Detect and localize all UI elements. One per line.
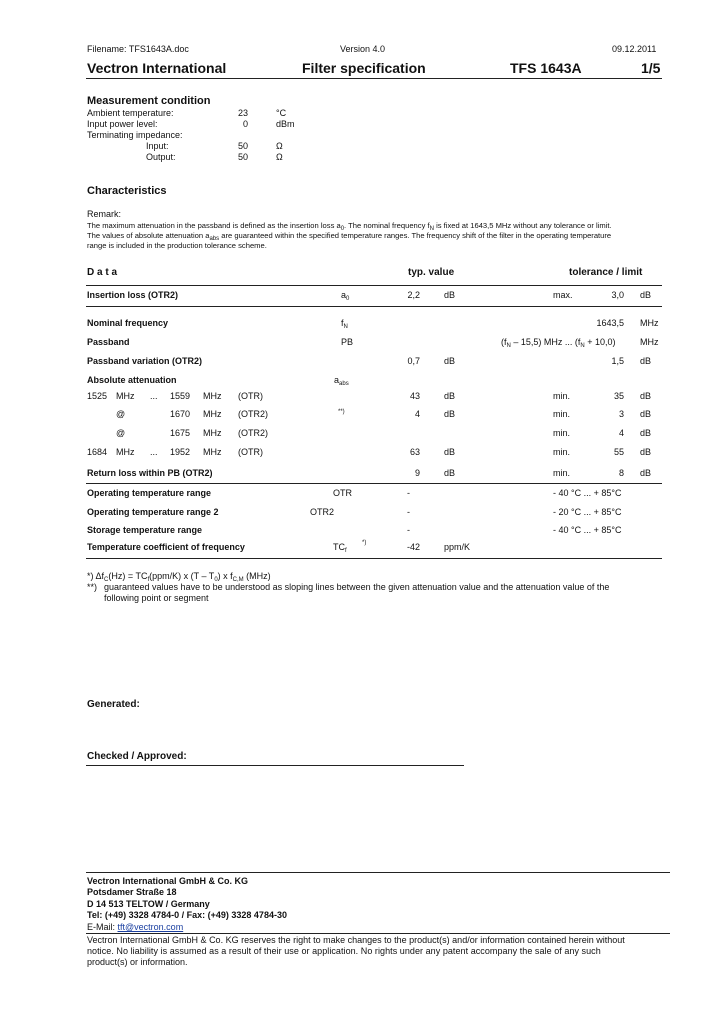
output-label: Output: xyxy=(146,152,176,162)
row-unit: dB xyxy=(444,391,456,401)
remark-line-1: The maximum attenuation in the passband is defined as the insertion loss $a_0$. The nominal frequency $f_N$ is fixed at 1643,5 MHz without any tolerance or limit. xyxy=(87,221,612,232)
row-divider xyxy=(86,483,662,484)
row-limit: 1643,5 xyxy=(596,318,624,328)
row-limit: 4 xyxy=(618,428,624,438)
temp-range: (OTR2) xyxy=(238,409,268,419)
row-label: Operating temperature range xyxy=(87,488,212,498)
footnote-2-line1: guaranteed values have to be understood as sloping lines between the given attenuation value and the attenuation value of the xyxy=(104,582,610,592)
temp-range: (OTR) xyxy=(238,391,263,401)
freq-end-unit: MHz xyxy=(203,391,222,401)
row-qualifier: max. xyxy=(553,290,573,300)
ambient-unit: °C xyxy=(276,108,287,118)
ambient-label: Ambient temperature: xyxy=(87,108,174,118)
row-typ: - xyxy=(407,525,410,535)
row-typ: - xyxy=(407,507,410,517)
row-label: Operating temperature range 2 xyxy=(87,507,219,517)
footer-city: D 14 513 TELTOW / Germany xyxy=(87,899,210,909)
row-symbol: $f_N$ xyxy=(341,318,348,330)
row-typ: 9 xyxy=(414,468,420,478)
row-label: Storage temperature range xyxy=(87,525,203,535)
characteristics-title: Characteristics xyxy=(87,185,167,197)
row-qualifier: min. xyxy=(553,447,571,457)
row-limit-unit: dB xyxy=(640,428,652,438)
row-limit: 3,0 xyxy=(611,290,624,300)
at-sign: @ xyxy=(116,409,126,419)
freq-start: 1525 xyxy=(87,391,108,401)
power-value: 0 xyxy=(242,119,248,129)
row-unit: dB xyxy=(444,468,456,478)
row-symbol: OTR2 xyxy=(310,507,335,517)
row-symbol: PB xyxy=(341,337,354,347)
row-limit-unit: MHz xyxy=(640,318,659,328)
footer-divider-2 xyxy=(86,933,670,934)
freq-dots: ... xyxy=(150,447,158,457)
row-limit: 35 xyxy=(613,391,624,401)
col-typ: typ. value xyxy=(408,267,455,278)
generated-label: Generated: xyxy=(87,699,140,710)
freq-end: 1952 xyxy=(169,447,190,457)
row-limit-unit: dB xyxy=(640,356,652,366)
remark-label: Remark: xyxy=(87,209,122,219)
row-unit: dB xyxy=(444,290,456,300)
temp-range: (OTR2) xyxy=(238,428,268,438)
power-label: Input power level: xyxy=(87,119,158,129)
remark-line-2: The values of absolute attenuation $a_{abs}$ are guaranteed within the specified temperature ranges. The frequency shift of the filter in the operating temperature xyxy=(87,231,612,242)
freq-end: 1675 xyxy=(169,428,190,438)
row-limit: 1,5 xyxy=(611,356,624,366)
row-unit: ppm/K xyxy=(444,542,471,552)
row-limit-unit: MHz xyxy=(640,337,659,347)
freq-dots: ... xyxy=(150,391,158,401)
freq-end-unit: MHz xyxy=(203,409,222,419)
doc-type: Filter specification xyxy=(302,60,426,76)
date: 09.12.2011 xyxy=(612,44,657,54)
table-bottom-divider xyxy=(86,558,662,559)
filename: Filename: TFS1643A.doc xyxy=(87,44,189,54)
row-label: Temperature coefficient of frequency xyxy=(87,542,245,552)
row-symbol: $TC_f$ xyxy=(333,542,347,554)
row-limit-unit: dB xyxy=(640,447,652,457)
row-limit-unit: dB xyxy=(640,290,652,300)
row-label: Absolute attenuation xyxy=(87,375,177,385)
row-label: Nominal frequency xyxy=(87,318,169,328)
row-qualifier: min. xyxy=(553,428,571,438)
footnote-2-marker: **) xyxy=(87,582,98,592)
remark-line-3: range is included in the production tolerance scheme. xyxy=(87,241,267,250)
col-tolerance: tolerance / limit xyxy=(569,267,643,278)
row-typ: 43 xyxy=(409,391,420,401)
freq-start-unit: MHz xyxy=(116,447,135,457)
row-limit: - 20 °C ... + 85°C xyxy=(553,507,622,517)
signature-line xyxy=(86,765,464,766)
ambient-value: 23 xyxy=(237,108,248,118)
row-limit: - 40 °C ... + 85°C xyxy=(553,525,622,535)
page-number: 1/5 xyxy=(641,60,661,76)
email-label: E-Mail: xyxy=(87,922,116,932)
footer-phone: Tel: (+49) 3328 4784-0 / Fax: (+49) 3328 4784-30 xyxy=(87,910,287,920)
disclaimer-line2: notice. No liability is assumed as a result of their use or application. No rights under any patent accompany the sale of any such xyxy=(87,946,601,956)
row-symbol: OTR xyxy=(333,488,352,498)
row-limit: 3 xyxy=(618,409,624,419)
disclaimer-line1: Vectron International GmbH & Co. KG reserves the right to make changes to the product(s) and/or information contained herein without xyxy=(87,935,625,945)
footer-email-row xyxy=(87,922,183,932)
row-symbol: $a_{abs}$ xyxy=(334,375,349,387)
disclaimer-line3: product(s) or information. xyxy=(87,957,188,967)
row-label: Insertion loss (OTR2) xyxy=(87,290,179,300)
row-qualifier: min. xyxy=(553,468,571,478)
email-link[interactable]: tft@vectron.com xyxy=(117,922,184,932)
temp-range: (OTR) xyxy=(238,447,263,457)
input-unit: Ω xyxy=(276,141,283,151)
input-value: 50 xyxy=(237,141,248,151)
row-limit-unit: dB xyxy=(640,468,652,478)
row-limit-unit: dB xyxy=(640,409,652,419)
row-label: Passband variation (OTR2) xyxy=(87,356,203,366)
row-typ: 4 xyxy=(414,409,420,419)
row-limit: 55 xyxy=(613,447,624,457)
freq-end: 1559 xyxy=(169,391,190,401)
company-name: Vectron International xyxy=(87,60,227,76)
footnote-2-line2: following point or segment xyxy=(104,593,209,603)
row-symbol: $a_0$ xyxy=(341,290,350,302)
row-label: Passband xyxy=(87,337,130,347)
row-limit: - 40 °C ... + 85°C xyxy=(553,488,622,498)
footer-divider xyxy=(86,872,670,873)
version: Version 4.0 xyxy=(340,44,386,54)
footer-street: Potsdamer Straße 18 xyxy=(87,887,177,897)
row-unit: dB xyxy=(444,356,456,366)
part-number: TFS 1643A xyxy=(510,60,582,76)
header-divider xyxy=(86,78,662,79)
row-label: Return loss within PB (OTR2) xyxy=(87,468,213,478)
row-divider xyxy=(86,306,662,307)
row-qualifier: min. xyxy=(553,391,571,401)
measurement-title: Measurement condition xyxy=(87,95,211,107)
freq-start: 1684 xyxy=(87,447,108,457)
footnote-marker: *) xyxy=(362,540,367,546)
impedance-label: Terminating impedance: xyxy=(87,130,183,140)
row-typ: 0,7 xyxy=(407,356,420,366)
row-typ: - xyxy=(407,488,410,498)
freq-start-unit: MHz xyxy=(116,391,135,401)
row-typ: 2,2 xyxy=(407,290,420,300)
freq-end: 1670 xyxy=(169,409,190,419)
row-unit: dB xyxy=(444,447,456,457)
input-label: Input: xyxy=(146,141,169,151)
footer-company: Vectron International GmbH & Co. KG xyxy=(87,876,249,886)
freq-end-unit: MHz xyxy=(203,447,222,457)
col-data: D a t a xyxy=(87,267,118,278)
footnote-marker: **) xyxy=(338,409,345,415)
footnote-1: *) $\Delta f_C(Hz) = TC_f(ppm/K)$ x $(T - T_0)$ x $f_{C,M}$ (MHz) xyxy=(87,571,271,583)
power-unit: dBm xyxy=(276,119,295,129)
output-value: 50 xyxy=(237,152,248,162)
row-passband-range: $(f_N - 15,5)$ MHz ... $(f_N + 10,0)$ xyxy=(501,337,616,349)
row-limit: 8 xyxy=(618,468,624,478)
output-unit: Ω xyxy=(276,152,283,162)
row-limit-unit: dB xyxy=(640,391,652,401)
freq-end-unit: MHz xyxy=(203,428,222,438)
at-sign: @ xyxy=(116,428,126,438)
checked-label: Checked / Approved: xyxy=(87,751,187,762)
row-typ: -42 xyxy=(406,542,420,552)
row-unit: dB xyxy=(444,409,456,419)
table-header-divider xyxy=(86,285,662,286)
row-typ: 63 xyxy=(409,447,420,457)
row-qualifier: min. xyxy=(553,409,571,419)
